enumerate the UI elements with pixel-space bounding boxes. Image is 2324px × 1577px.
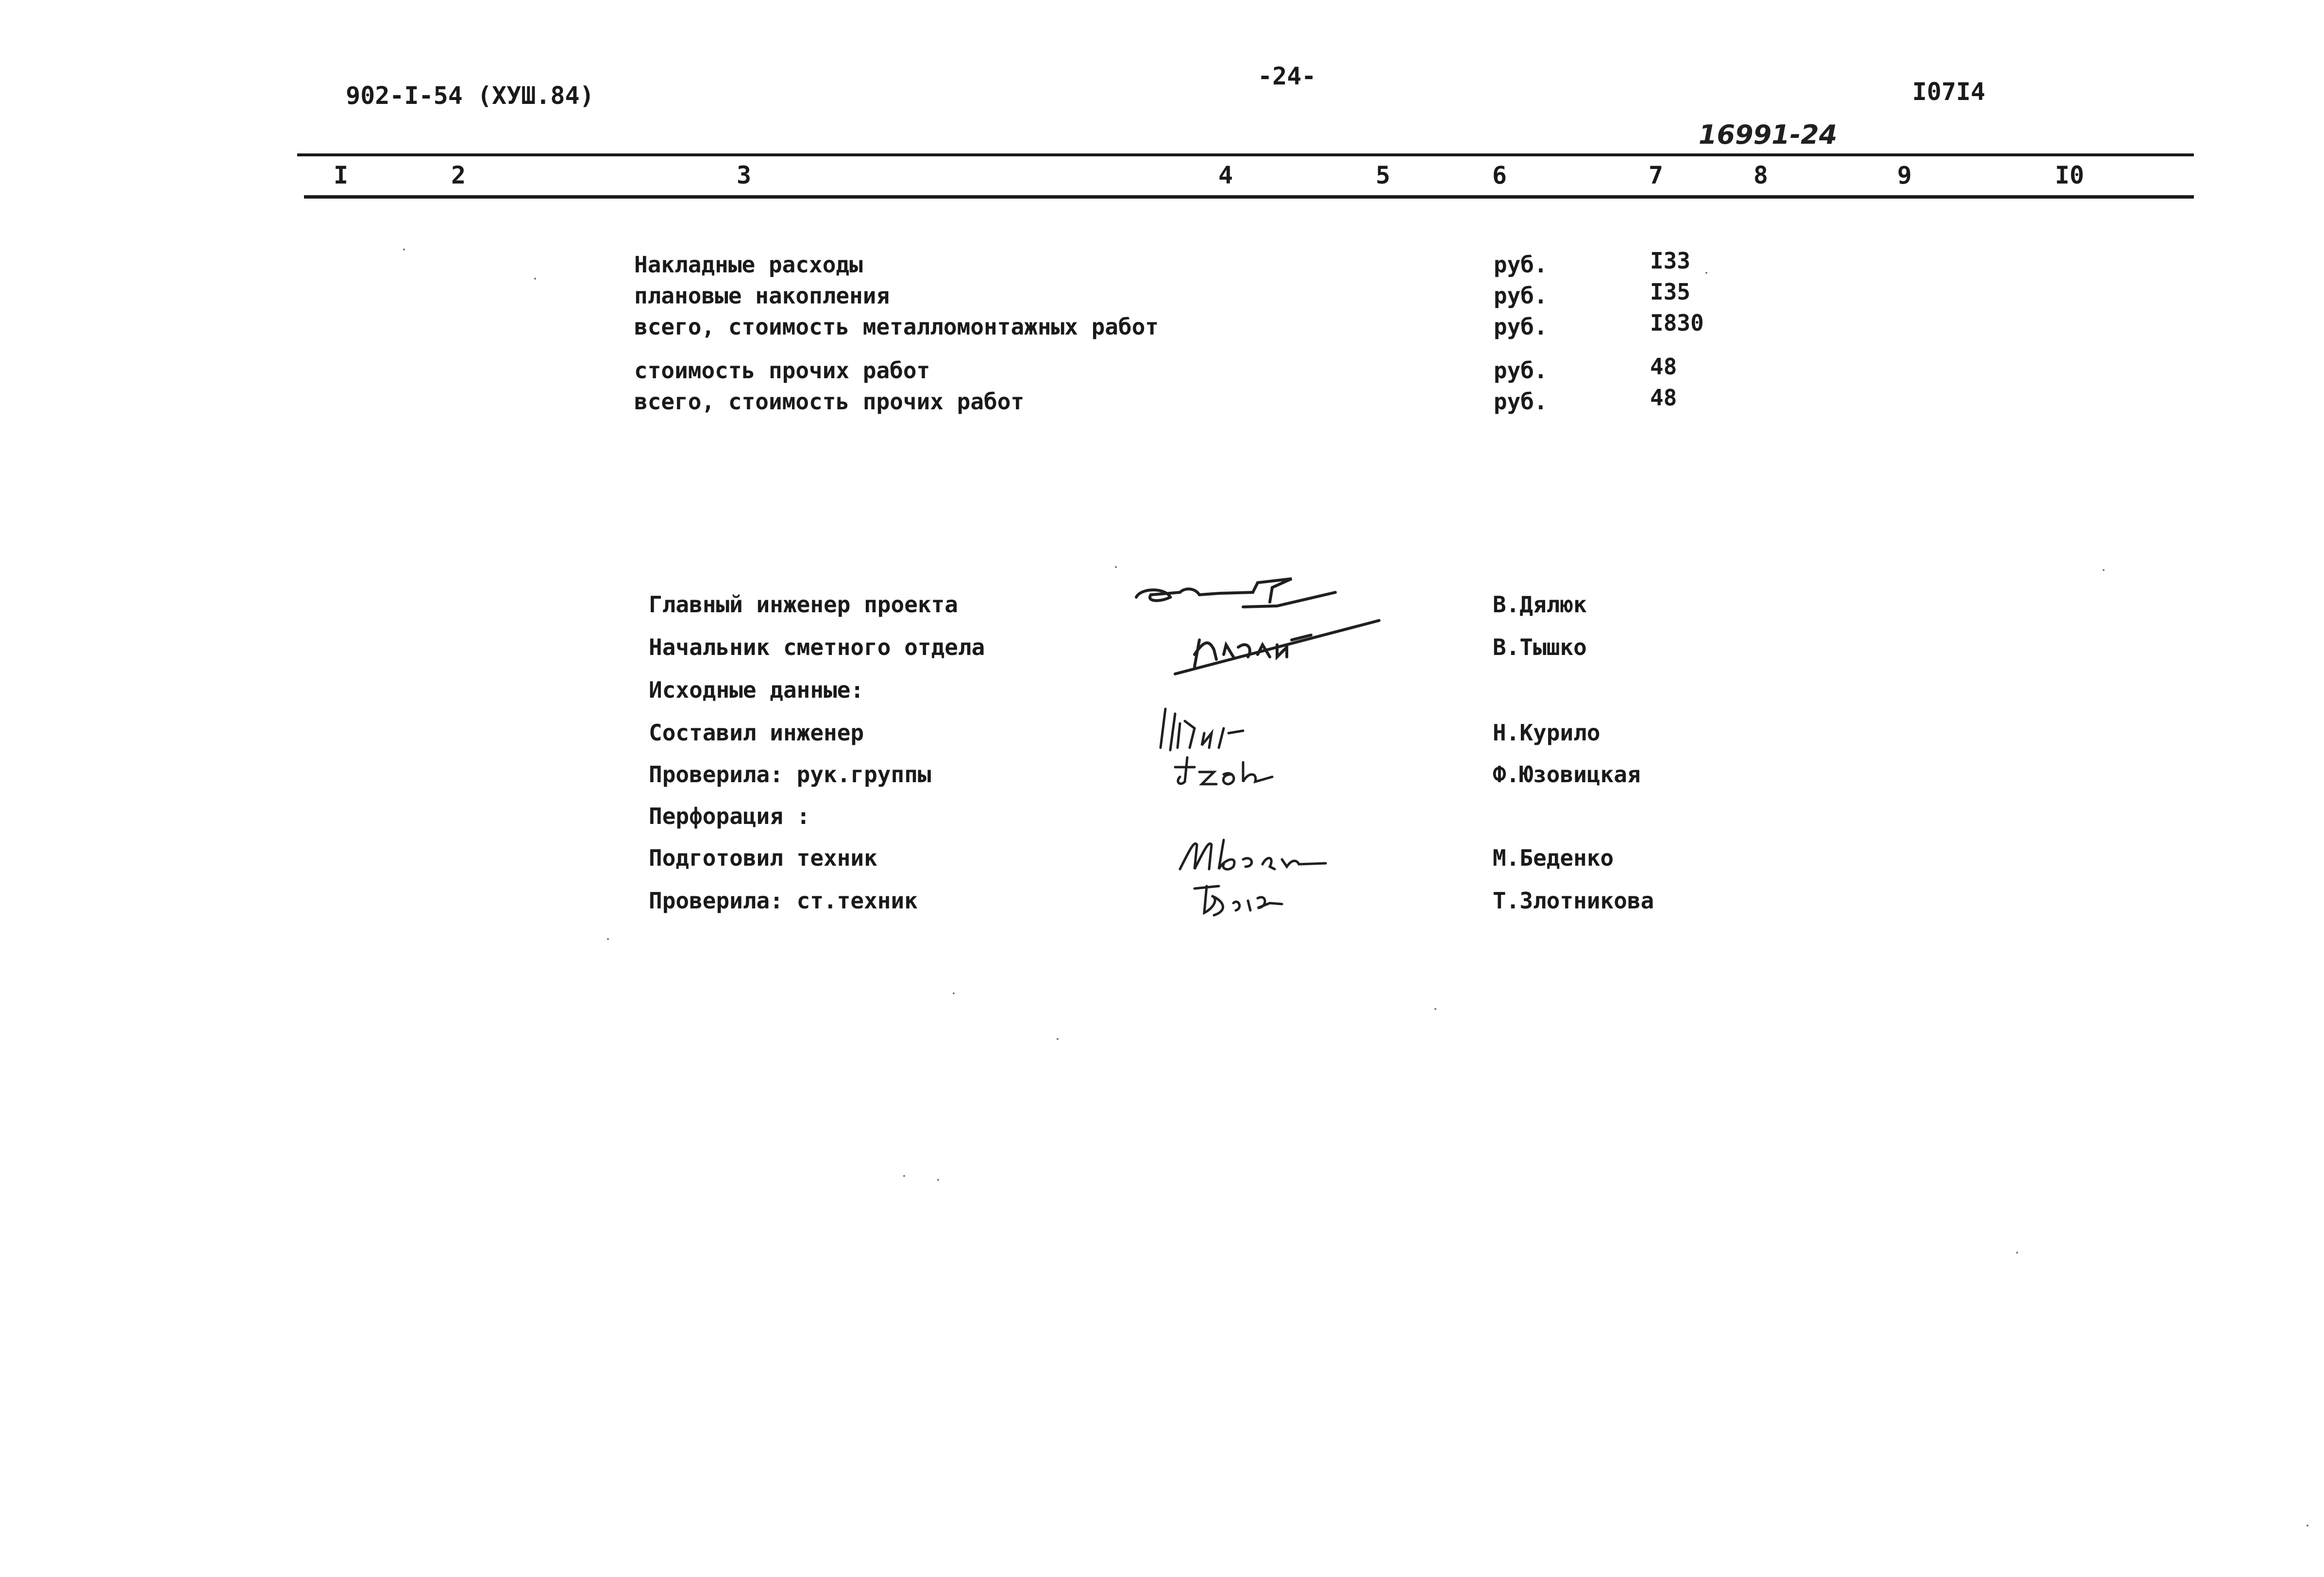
scan-speck bbox=[903, 1175, 905, 1177]
scan-speck bbox=[1705, 272, 1707, 274]
cost-label: стоимость прочих работ bbox=[634, 357, 930, 384]
column-number: 8 bbox=[1753, 161, 1768, 189]
cost-unit: руб. bbox=[1494, 314, 1548, 340]
signatory-name: В.Тышко bbox=[1493, 634, 1587, 660]
cost-value: 48 bbox=[1650, 385, 1677, 411]
signature bbox=[1165, 611, 1389, 679]
column-number: 3 bbox=[736, 161, 752, 189]
column-number: 7 bbox=[1648, 161, 1664, 189]
cost-label: всего, стоимость прочих работ bbox=[634, 388, 1025, 415]
scan-speck bbox=[2103, 569, 2105, 571]
page-number: -24- bbox=[1258, 62, 1316, 90]
document-code: 902-I-54 (ХУШ.84) bbox=[346, 82, 594, 110]
cost-label: Накладные расходы bbox=[634, 252, 863, 278]
signatory-name: Ф.Юзовицкая bbox=[1493, 761, 1641, 788]
signature-role: Главный инженер проекта bbox=[649, 591, 958, 618]
scan-speck bbox=[403, 249, 405, 251]
scan-speck bbox=[2307, 1525, 2308, 1527]
signatory-name: В.Дялюк bbox=[1493, 591, 1587, 618]
cost-label: всего, стоимость металломонтажных работ bbox=[634, 314, 1159, 340]
cost-value: I35 bbox=[1650, 279, 1691, 305]
signature-role: Исходные данные: bbox=[649, 677, 864, 703]
scan-speck bbox=[1434, 1008, 1436, 1010]
table-top-rule bbox=[297, 153, 2194, 156]
column-number: I bbox=[333, 161, 349, 189]
signature-role: Начальник сметного отдела bbox=[649, 634, 985, 660]
signature-role: Проверила: ст.техник bbox=[649, 888, 918, 914]
signatory-name: Н.Курило bbox=[1493, 720, 1600, 746]
handwritten-reference: 16991-24 bbox=[1699, 119, 1837, 150]
scan-speck bbox=[1115, 566, 1117, 568]
cost-value: I33 bbox=[1650, 248, 1691, 274]
scan-speck bbox=[937, 1179, 939, 1181]
cost-unit: руб. bbox=[1494, 252, 1548, 278]
signature-role: Перфорация : bbox=[649, 803, 810, 829]
signature-role: Составил инженер bbox=[649, 720, 864, 746]
signatory-name: Т.Злотникова bbox=[1493, 888, 1654, 914]
scan-speck bbox=[534, 278, 536, 280]
scan-speck bbox=[607, 938, 609, 940]
column-number: I0 bbox=[2055, 161, 2085, 189]
column-number: 5 bbox=[1375, 161, 1391, 189]
signatory-name: М.Беденко bbox=[1493, 845, 1614, 871]
column-number: 2 bbox=[451, 161, 466, 189]
cost-value: I830 bbox=[1650, 310, 1704, 336]
cost-unit: руб. bbox=[1494, 283, 1548, 309]
table-bottom-rule bbox=[304, 195, 2194, 199]
signature bbox=[1185, 874, 1301, 923]
cost-unit: руб. bbox=[1494, 357, 1548, 384]
cost-unit: руб. bbox=[1494, 388, 1548, 415]
column-number: 6 bbox=[1492, 161, 1507, 189]
signature-role: Проверила: рук.группы bbox=[649, 761, 931, 788]
column-number: 4 bbox=[1218, 161, 1233, 189]
scan-speck bbox=[1057, 1038, 1059, 1040]
cost-value: 48 bbox=[1650, 353, 1677, 380]
signature bbox=[1165, 748, 1292, 791]
scan-speck bbox=[2016, 1252, 2018, 1254]
cost-label: плановые накопления bbox=[634, 283, 890, 309]
column-number: 9 bbox=[1897, 161, 1912, 189]
sheet-code: I07I4 bbox=[1912, 78, 1986, 106]
signature bbox=[1170, 830, 1335, 879]
signature-role: Подготовил техник bbox=[649, 845, 877, 871]
scan-speck bbox=[953, 992, 955, 994]
